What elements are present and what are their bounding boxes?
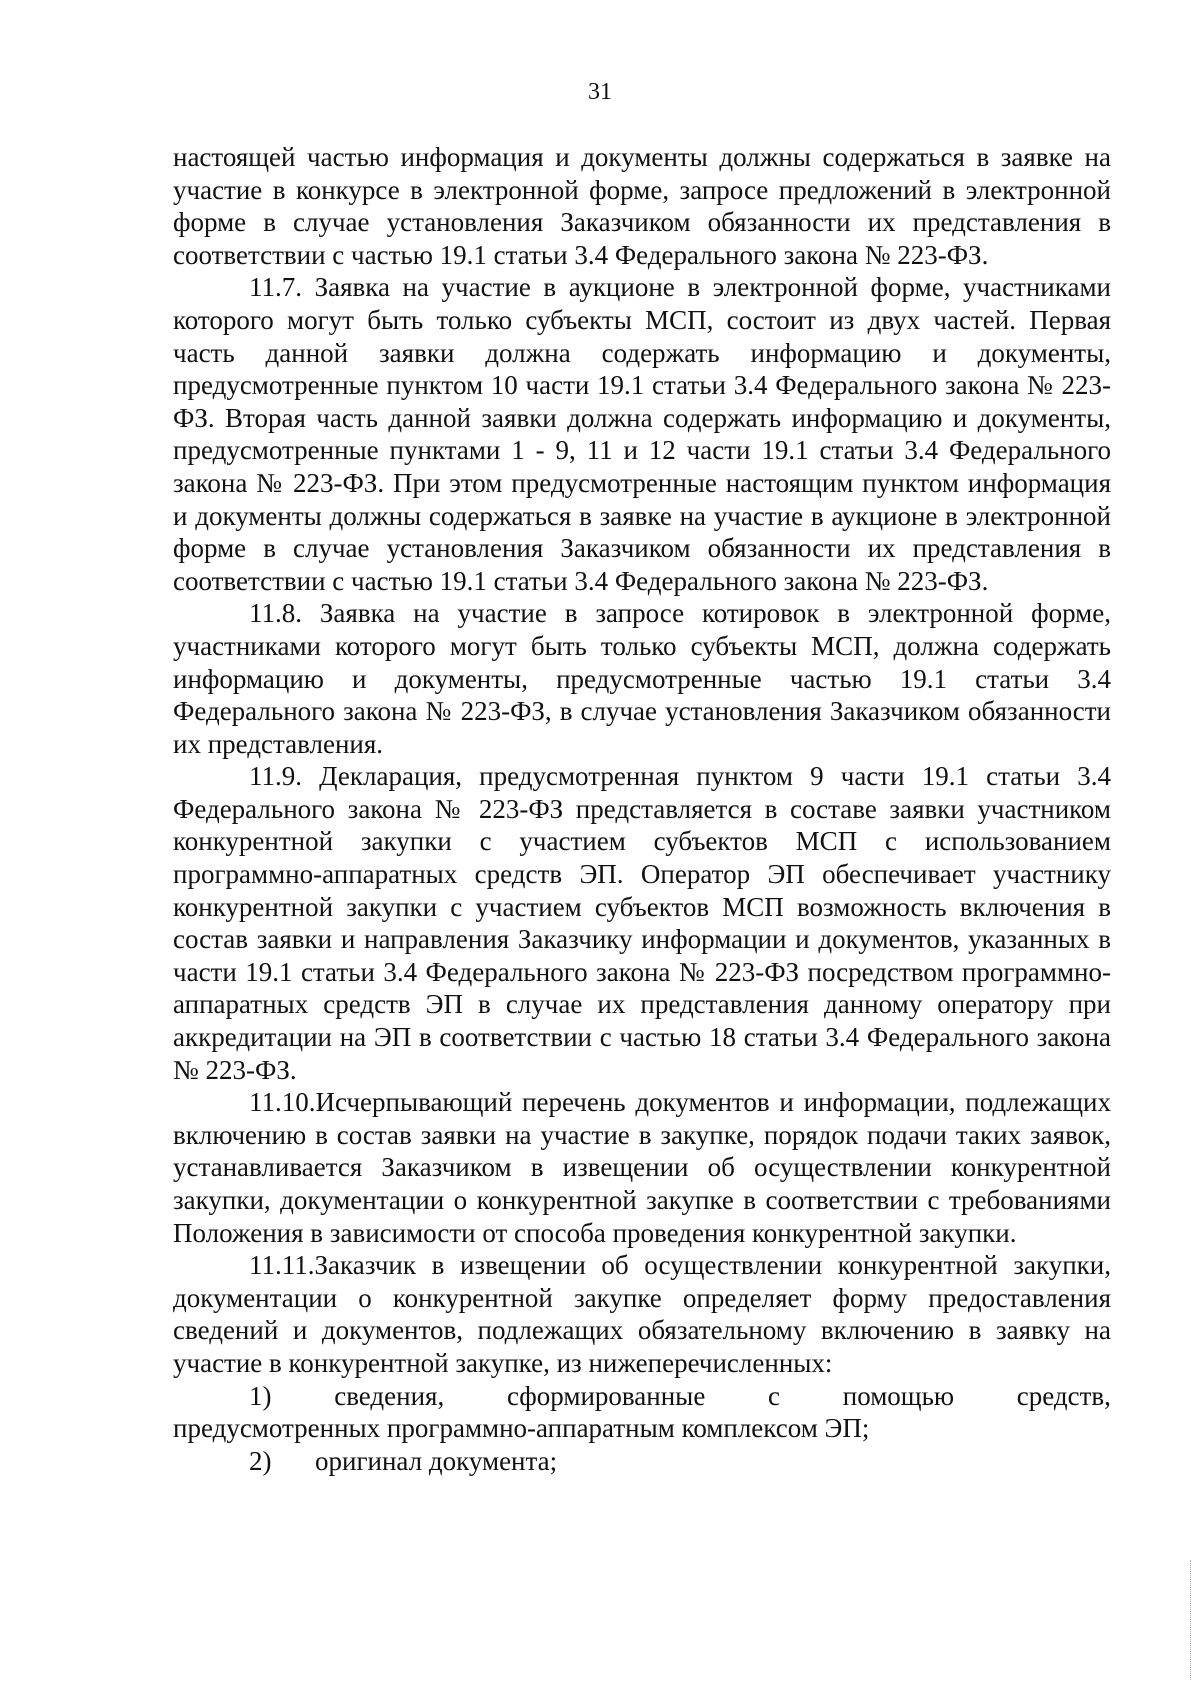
list-item-1-marker: 1) (249, 1380, 272, 1411)
paragraph-11-10: 11.10.Исчерпывающий перечень документов и информации, подлежащих включению в состав заявки на участие в закупке, порядок подачи таких заявок, устанавливается Заказчиком в извещении об осуществлении конкурентной закупки, документации о конкурентной закупке в соответствии с требованиями Положения в зависимости от способа проведения конкурентной закупки. (173, 1087, 1111, 1248)
paragraph-11-8: 11.8. Заявка на участие в запросе котировок в электронной форме, участниками которого могут быть только субъекты МСП, должна содержать информацию и документы, предусмотренные частью 19.1 статьи 3.4 Федерального закона № 223-ФЗ, в случае установления Заказчиком обязанности их представления. (173, 598, 1111, 759)
list-item-1-word: сведения, (334, 1380, 445, 1411)
list-item-2 (173, 1445, 1111, 1478)
paragraph-11-7: 11.7. Заявка на участие в аукционе в электронной форме, участниками которого могут быть только субъекты МСП, состоит из двух частей. Первая часть данной заявки должна содержать информацию и документы, предусмотренные пунктом 10 части 19.1 статьи 3.4 Федерального закона № 223-ФЗ. Вторая часть данной заявки должна содержать информацию и документы, предусмотренные пунктами 1 - 9, 11 и 12 части 19.1 статьи 3.4 Федерального закона № 223-ФЗ. При этом предусмотренные настоящим пунктом информация и документы должны содержаться в заявке на участие в аукционе в электронной форме в случае установления Заказчиком обязанности их представления в соответствии с частью 19.1 статьи 3.4 Федерального закона № 223-ФЗ. (173, 272, 1111, 596)
list-item-1-continuation: предусмотренных программно-аппаратным комплексом ЭП; (173, 1413, 870, 1444)
list-item-1 (173, 1380, 1111, 1445)
list-item-2-text: оригинал документа; (315, 1445, 558, 1476)
paragraph-continuation: настоящей частью информация и документы должны содержаться в заявке на участие в конкурсе в электронной форме, запросе предложений в электронной форме в случае установления Заказчиком обязанности их представления в соответствии с частью 19.1 статьи 3.4 Федерального закона № 223-ФЗ. (173, 142, 1111, 270)
list-item-1-word: с (768, 1380, 781, 1411)
paragraph-11-9: 11.9. Декларация, предусмотренная пунктом 9 части 19.1 статьи 3.4 Федерального закона № 223-ФЗ представляется в составе заявки участником конкурентной закупки с участием субъектов МСП с использованием программно-аппаратных средств ЭП. Оператор ЭП обеспечивает участнику конкурентной закупки с участием субъектов МСП возможность включения в состав заявки и направления Заказчику информации и документов, указанных в части 19.1 статьи 3.4 Федерального закона № 223-ФЗ посредством программно-аппаратных средств ЭП в случае их представления данному оператору при аккредитации на ЭП в соответствии с частью 18 статьи 3.4 Федерального закона № 223-ФЗ. (173, 761, 1111, 1085)
document-body (173, 141, 1111, 1477)
scan-edge-mark (1190, 1560, 1192, 1680)
paragraph-11-11: 11.11.Заказчик в извещении об осуществлении конкурентной закупки, документации о конкурентной закупке определяет форму предоставления сведений и документов, подлежащих обязательному включению в заявку на участие в конкурентной закупке, из нижеперечисленных: (173, 1250, 1111, 1378)
list-item-1-word: сформированные (506, 1380, 706, 1411)
page-number: 31 (588, 79, 612, 105)
list-item-1-first-line (173, 1380, 1111, 1413)
list-item-1-word: помощью (842, 1380, 955, 1411)
list-item-1-word: средств, (1016, 1380, 1111, 1411)
list-item-2-marker: 2) (249, 1445, 272, 1476)
